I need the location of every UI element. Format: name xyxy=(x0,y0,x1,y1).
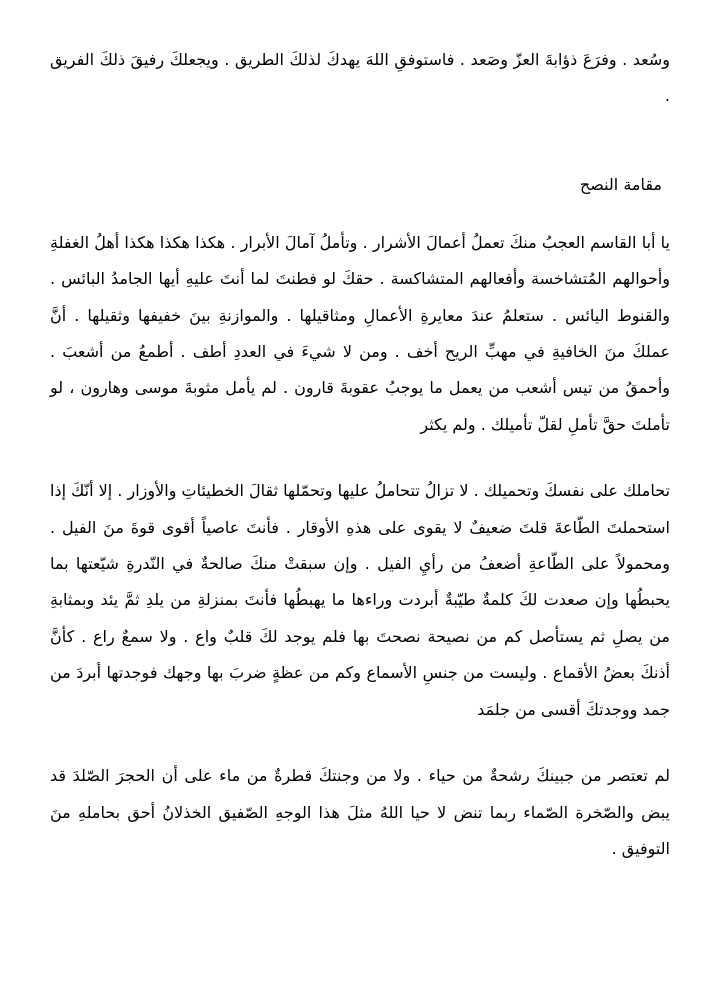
section-heading: مقامة النصح xyxy=(579,174,662,194)
spacer xyxy=(50,203,670,225)
spacer xyxy=(50,728,670,758)
paragraph-2: تحاملك على نفسكَ وتحميلك . لا تزالُ تتحاملُ عليها وتحمّلها ثقالَ الخطيئاتِ والأوزار . إلا أنّكَ إذا استحملتَ الطّاعةَ قلتَ ضعيفٌ لا يقوى على هذهِ الأوقار . فأنتَ عاصياً أقوى قوةَ منَ الفيل . ومحمولاً على الطّاعةِ أضعفُ من رأيِ الفيل . وإن سبقتْ منكَ صالحةٌ في النّدرةِ شيّعتها بما يحبطُها وإن صعدت لكَ كلمةٌ طيّبةٌ أبردت وراءها ما يهبطُها فأنتَ بمنزلةِ من يلدِ ثمَّ يئد وبمثابةِ من يصلِ ثم يستأصل كم من نصيحة نصحتَ بها فلم يوجد لكَ قلبٌ واع . ولا سمعٌ راع . كأنَّ أذنكَ بعضُ الأقماع . وليست من جنسِ الأسماع وكم من عظةٍ ضربَ بها وجهك فوجدتها أبردَ من جمد ووجدتكَ أقسى من جلمَد xyxy=(50,481,670,719)
paragraph-intro: وسُعد . وفرَعَ ذؤابةَ العزّ وصَعد . فاستوفقِ اللهَ يهدكَ لذلكَ الطريق . ويجعلكَ رفيقَ ذلكَ الفريق . xyxy=(50,50,670,106)
spacer xyxy=(50,115,670,167)
spacer xyxy=(50,443,670,473)
paragraph-1: يا أبا القاسم العجبُ منكَ تعملُ أعمالَ الأشرار . وتأملُ آمالَ الأبرار . هكذا هكذا هكذا أهلُ الغفلةِ وأحوالهم المُتشاخسة وأفعالهم المتشاكسة . حقكَ لو فطنتَ لما أنتَ عليهِ أيها الجامدُ البائس . والقنوط اليائس . ستعلمُ عندَ معايرةِ الأعمالِ ومثاقيلها . والموازنةِ بينَ خفيفها وثقيلها . أنَّ عملكَ منَ الخافيةِ في مهبِّ الريح أخف . ومن لا شيءَ في العددِ أطف . أطمعُ من أشعبَ . وأحمقُ من تيس أشعب من يعمل ما يوجبُ عقوبةَ قارون . لم يأمل مثوبةَ موسى وهارون ، لو تأملتَ حقَّ تأملِ لقلّ تأميلك . ولم يكثر xyxy=(50,232,670,434)
paragraph-3: لم تعتصر من جبينكَ رشحةٌ من حياء . ولا من وجنتكَ قطرةٌ من ماء على أن الحجرَ الصّلدَ قد يبض والصّخرة الصّماء ربما تنض لا حيا اللهُ مثلَ هذا الوجهِ الصّفيق الخذلانُ أحق بحاملهِ منَ التوفيق . xyxy=(50,766,670,858)
